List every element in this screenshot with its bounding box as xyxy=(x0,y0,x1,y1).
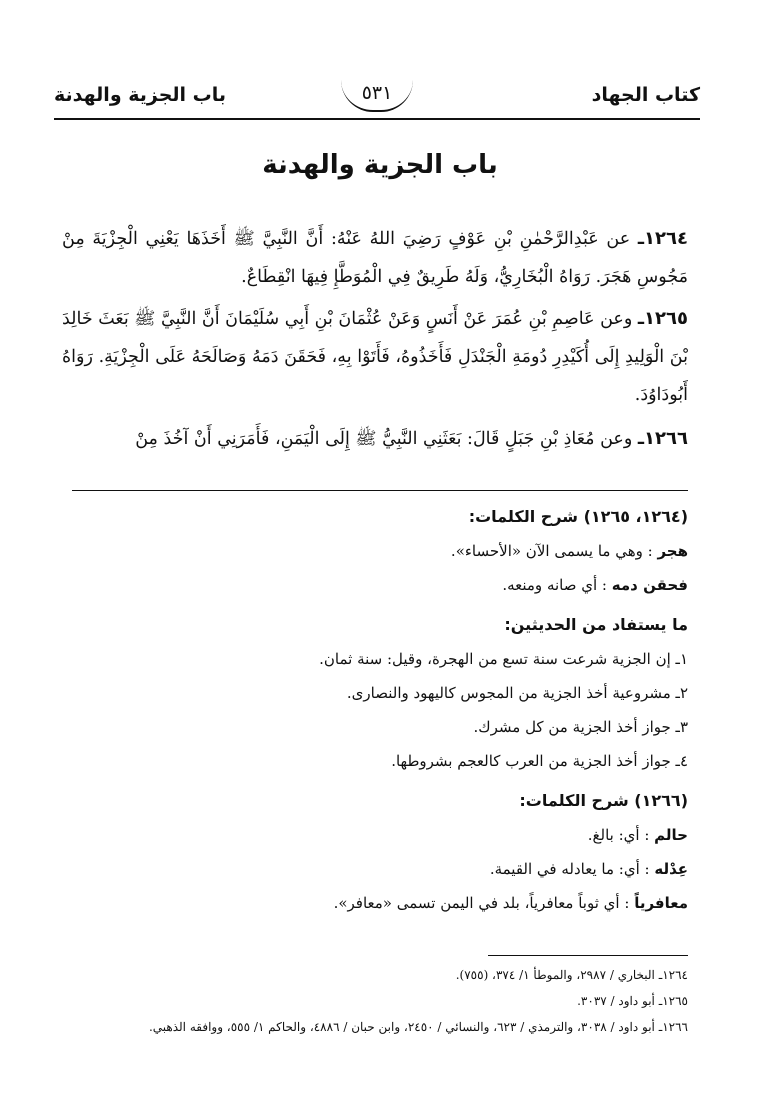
book-title: كتاب الجهاد xyxy=(591,84,700,106)
glossary-entry xyxy=(62,886,688,920)
commentary-divider xyxy=(72,490,688,491)
benefit-item: ٤ـ جواز أخذ الجزية من العرب كالعجم بشروطها. xyxy=(391,752,688,770)
chapter-title: باب الجزية والهدنة xyxy=(262,150,498,180)
footnote: ١٢٦٦ـ أبو داود / ٣٠٣٨، والترمذي / ٦٢٣، والنسائي / ٢٤٥٠، وابن حبان / ٤٨٨٦، والحاكم ١/ ٥٥٥، ووافقه الذهبي. xyxy=(148,1020,688,1034)
hadith-text: وعن مُعَاذِ بْنِ جَبَلٍ قَالَ: بَعَثَنِي النَّبِيُّ ﷺ إِلَى الْيَمَنِ، فَأَمَرَنِي أَنْ آخُذَ مِنْ xyxy=(135,429,633,449)
glossary-entry xyxy=(62,852,688,886)
hadith-1265 xyxy=(62,300,688,414)
hadith-1266 xyxy=(62,420,688,458)
footnote: ١٢٦٤ـ البخاري / ٢٩٨٧، والموطأ ١/ ٣٧٤، (٧٥٥). xyxy=(455,968,688,982)
glossary-title-1: (١٢٦٤، ١٢٦٥) شرح الكلمات: xyxy=(468,507,688,526)
footnotes xyxy=(62,962,688,1040)
footnote-rule xyxy=(488,955,688,956)
glossary-definition: : أي صانه ومنعه. xyxy=(502,576,607,594)
glossary-title-2: (١٢٦٦) شرح الكلمات: xyxy=(519,791,688,810)
glossary-term: فحقن دمه xyxy=(611,576,688,594)
glossary-entry xyxy=(62,818,688,852)
glossary-term: حالم xyxy=(654,826,688,844)
glossary-term: هجر xyxy=(657,542,688,560)
hadith-text: وعن عَاصِمِ بْنِ عُمَرَ عَنْ أَنَسٍ وَعَنْ عُثْمَانَ بْنِ أَبِي سُلَيْمَانَ أَنَّ النَّبِيَّ ﷺ بَعَثَ خَالِدَ بْنَ الْوَلِيدِ إِلَى أُكَيْدِرِ دُومَةِ الْجَنْدَلِ فَأَخَذُوهُ، فَأَتَوْا بِهِ، فَحَقَنَ دَمَهُ وَصَالَحَهُ عَلَى الْجِزْيَةِ. رَوَاهُ أَبُودَاوُدَ. xyxy=(62,309,688,405)
glossary-definition: : أي: بالغ. xyxy=(587,826,650,844)
hadith-number: ١٢٦٥ـ xyxy=(637,308,688,329)
glossary-definition: : أي: ما يعادله في القيمة. xyxy=(489,860,650,878)
hadith-1264 xyxy=(62,220,688,296)
footnote: ١٢٦٥ـ أبو داود / ٣٠٣٧. xyxy=(577,994,688,1008)
benefit-item: ٣ـ جواز أخذ الجزية من كل مشرك. xyxy=(473,718,688,736)
glossary-entry xyxy=(62,534,688,568)
benefits-title: ما يستفاد من الحديثين: xyxy=(504,615,688,634)
benefit-item: ١ـ إن الجزية شرعت سنة تسع من الهجرة، وقيل: سنة ثمان. xyxy=(319,650,688,668)
glossary-definition: : أي ثوباً معافرياً، بلد في اليمن تسمى «معافر». xyxy=(333,894,630,912)
glossary-definition: : وهي ما يسمى الآن «الأحساء». xyxy=(450,542,653,560)
chapter-header: باب الجزية والهدنة xyxy=(54,84,227,106)
glossary-term: معافرياً xyxy=(634,894,688,912)
benefit-item: ٢ـ مشروعية أخذ الجزية من المجوس كاليهود والنصارى. xyxy=(346,684,688,702)
page-number: ٥٣١ xyxy=(341,80,413,112)
commentary xyxy=(62,500,688,920)
hadith-number: ١٢٦٤ـ xyxy=(637,228,688,249)
header-rule xyxy=(54,118,700,120)
glossary-entry xyxy=(62,568,688,602)
glossary-term: عِدْله xyxy=(654,860,688,878)
hadith-text: عن عَبْدِالرَّحْمٰنِ بْنِ عَوْفٍ رَضِيَ اللهُ عَنْهُ: أَنَّ النَّبِيَّ ﷺ أَخَذَهَا يَعْنِي الْجِزْيَةَ مِنْ مَجُوسِ هَجَرَ. رَوَاهُ الْبُخَارِيُّ، وَلَهُ طَرِيقٌ فِي الْمُوَطَّإِ فِيهَا انْقِطَاعٌ. xyxy=(62,229,688,287)
running-header xyxy=(54,74,700,114)
hadith-number: ١٢٦٦ـ xyxy=(637,428,688,449)
